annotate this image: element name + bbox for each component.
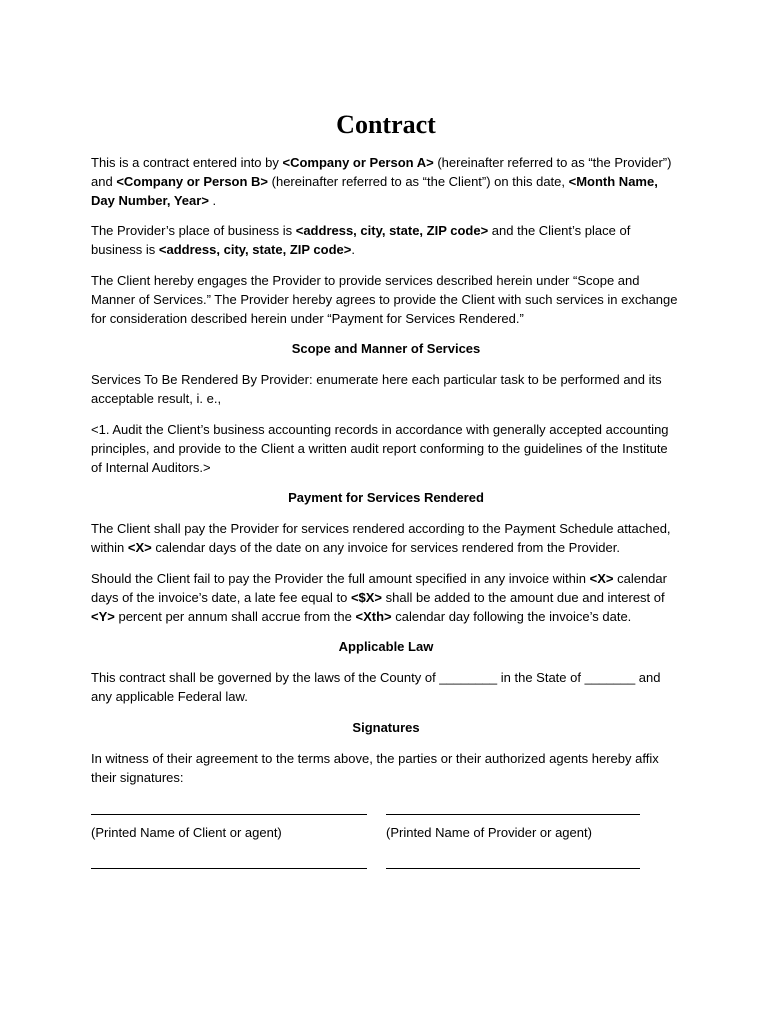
fee-placeholder: <$X> [350,589,383,605]
party-a-placeholder: <Company or Person A> [282,155,434,170]
scope-paragraph: Services To Be Rendered By Provider: enumerate here each particular task to be performed and its acceptable result, i. e., [91,372,662,407]
late-fee-text: percent per annum shall accrue from the [114,608,356,624]
business-text: and the Client’s place of business is [91,223,631,258]
law-paragraph: This contract shall be governed by the laws of the County of ________ in the State of _______ and any applicable Federal law. [91,670,661,705]
payment-text: The Client shall pay the Provider for services rendered according to the Payment Schedule attached, within [91,521,671,556]
provider-address-placeholder: <address, city, state, ZIP code> [295,223,489,239]
client-address-placeholder: <address, city, state, ZIP code> [158,242,352,258]
contract-page [91,108,681,874]
client-signature-line [91,802,367,815]
intro-text: . [208,192,217,208]
scope-heading: Scope and Manner of Services [291,341,481,357]
client-date-line [91,856,367,869]
payment-text: calendar days of the date on any invoice for services rendered from the Provider. [151,540,620,556]
signatures-paragraph: In witness of their agreement to the terms above, the parties or their authorized agents hereby affix their signatures: [91,750,659,785]
days-placeholder: <X> [589,570,614,586]
party-b-placeholder: <Company or Person B> [116,173,269,189]
provider-signature-line [386,802,640,815]
intro-text: (hereinafter referred to as “the Client”) on this date, [268,173,569,189]
scope-example-paragraph: <1. Audit the Client’s business accounting records in accordance with generally accepted accounting principles, and provide to the Client a written audit report conforming to the guidelines of the Institute of Internal Auditors.> [91,421,669,475]
day-placeholder: <Xth> [355,608,392,624]
document-title: Contract [336,110,436,139]
signatures-heading: Signatures [352,719,420,735]
signature-lines-row [91,802,681,820]
interest-placeholder: <Y> [91,608,115,624]
business-text: The Provider’s place of business is [91,223,296,239]
late-fee-text: Should the Client fail to pay the Provider the full amount specified in any invoice within [91,570,590,586]
payment-heading: Payment for Services Rendered [288,490,484,506]
intro-text: This is a contract entered into by [91,155,283,170]
payment-paragraph [91,520,681,558]
law-heading: Applicable Law [338,639,434,655]
provider-date-line [386,856,640,869]
engagement-paragraph: The Client hereby engages the Provider to provide services described herein under “Scope and Manner of Services.” The Provider hereby agrees to provide the Client with such services in exchange for consideration described herein under “Payment for Services Rendered.” [91,272,678,326]
business-text: . [351,242,355,258]
late-fee-paragraph [91,570,681,626]
date-placeholder: <Month Name, Day Number, Year> [91,173,658,208]
late-fee-text: calendar day following the invoice’s date. [391,608,632,624]
provider-signature-label: (Printed Name of Provider or agent) [386,824,592,840]
date-lines-row [91,856,681,874]
signature-labels-row [91,824,681,842]
late-fee-text: shall be added to the amount due and interest of [382,589,665,605]
intro-text: (hereinafter referred to as “the Provider”) and [91,155,672,189]
days-placeholder: <X> [127,540,152,556]
client-signature-label: (Printed Name of Client or agent) [91,824,282,840]
late-fee-text: calendar days of the invoice’s date, a late fee equal to [91,570,667,605]
business-paragraph [91,222,681,260]
intro-paragraph [91,154,681,210]
